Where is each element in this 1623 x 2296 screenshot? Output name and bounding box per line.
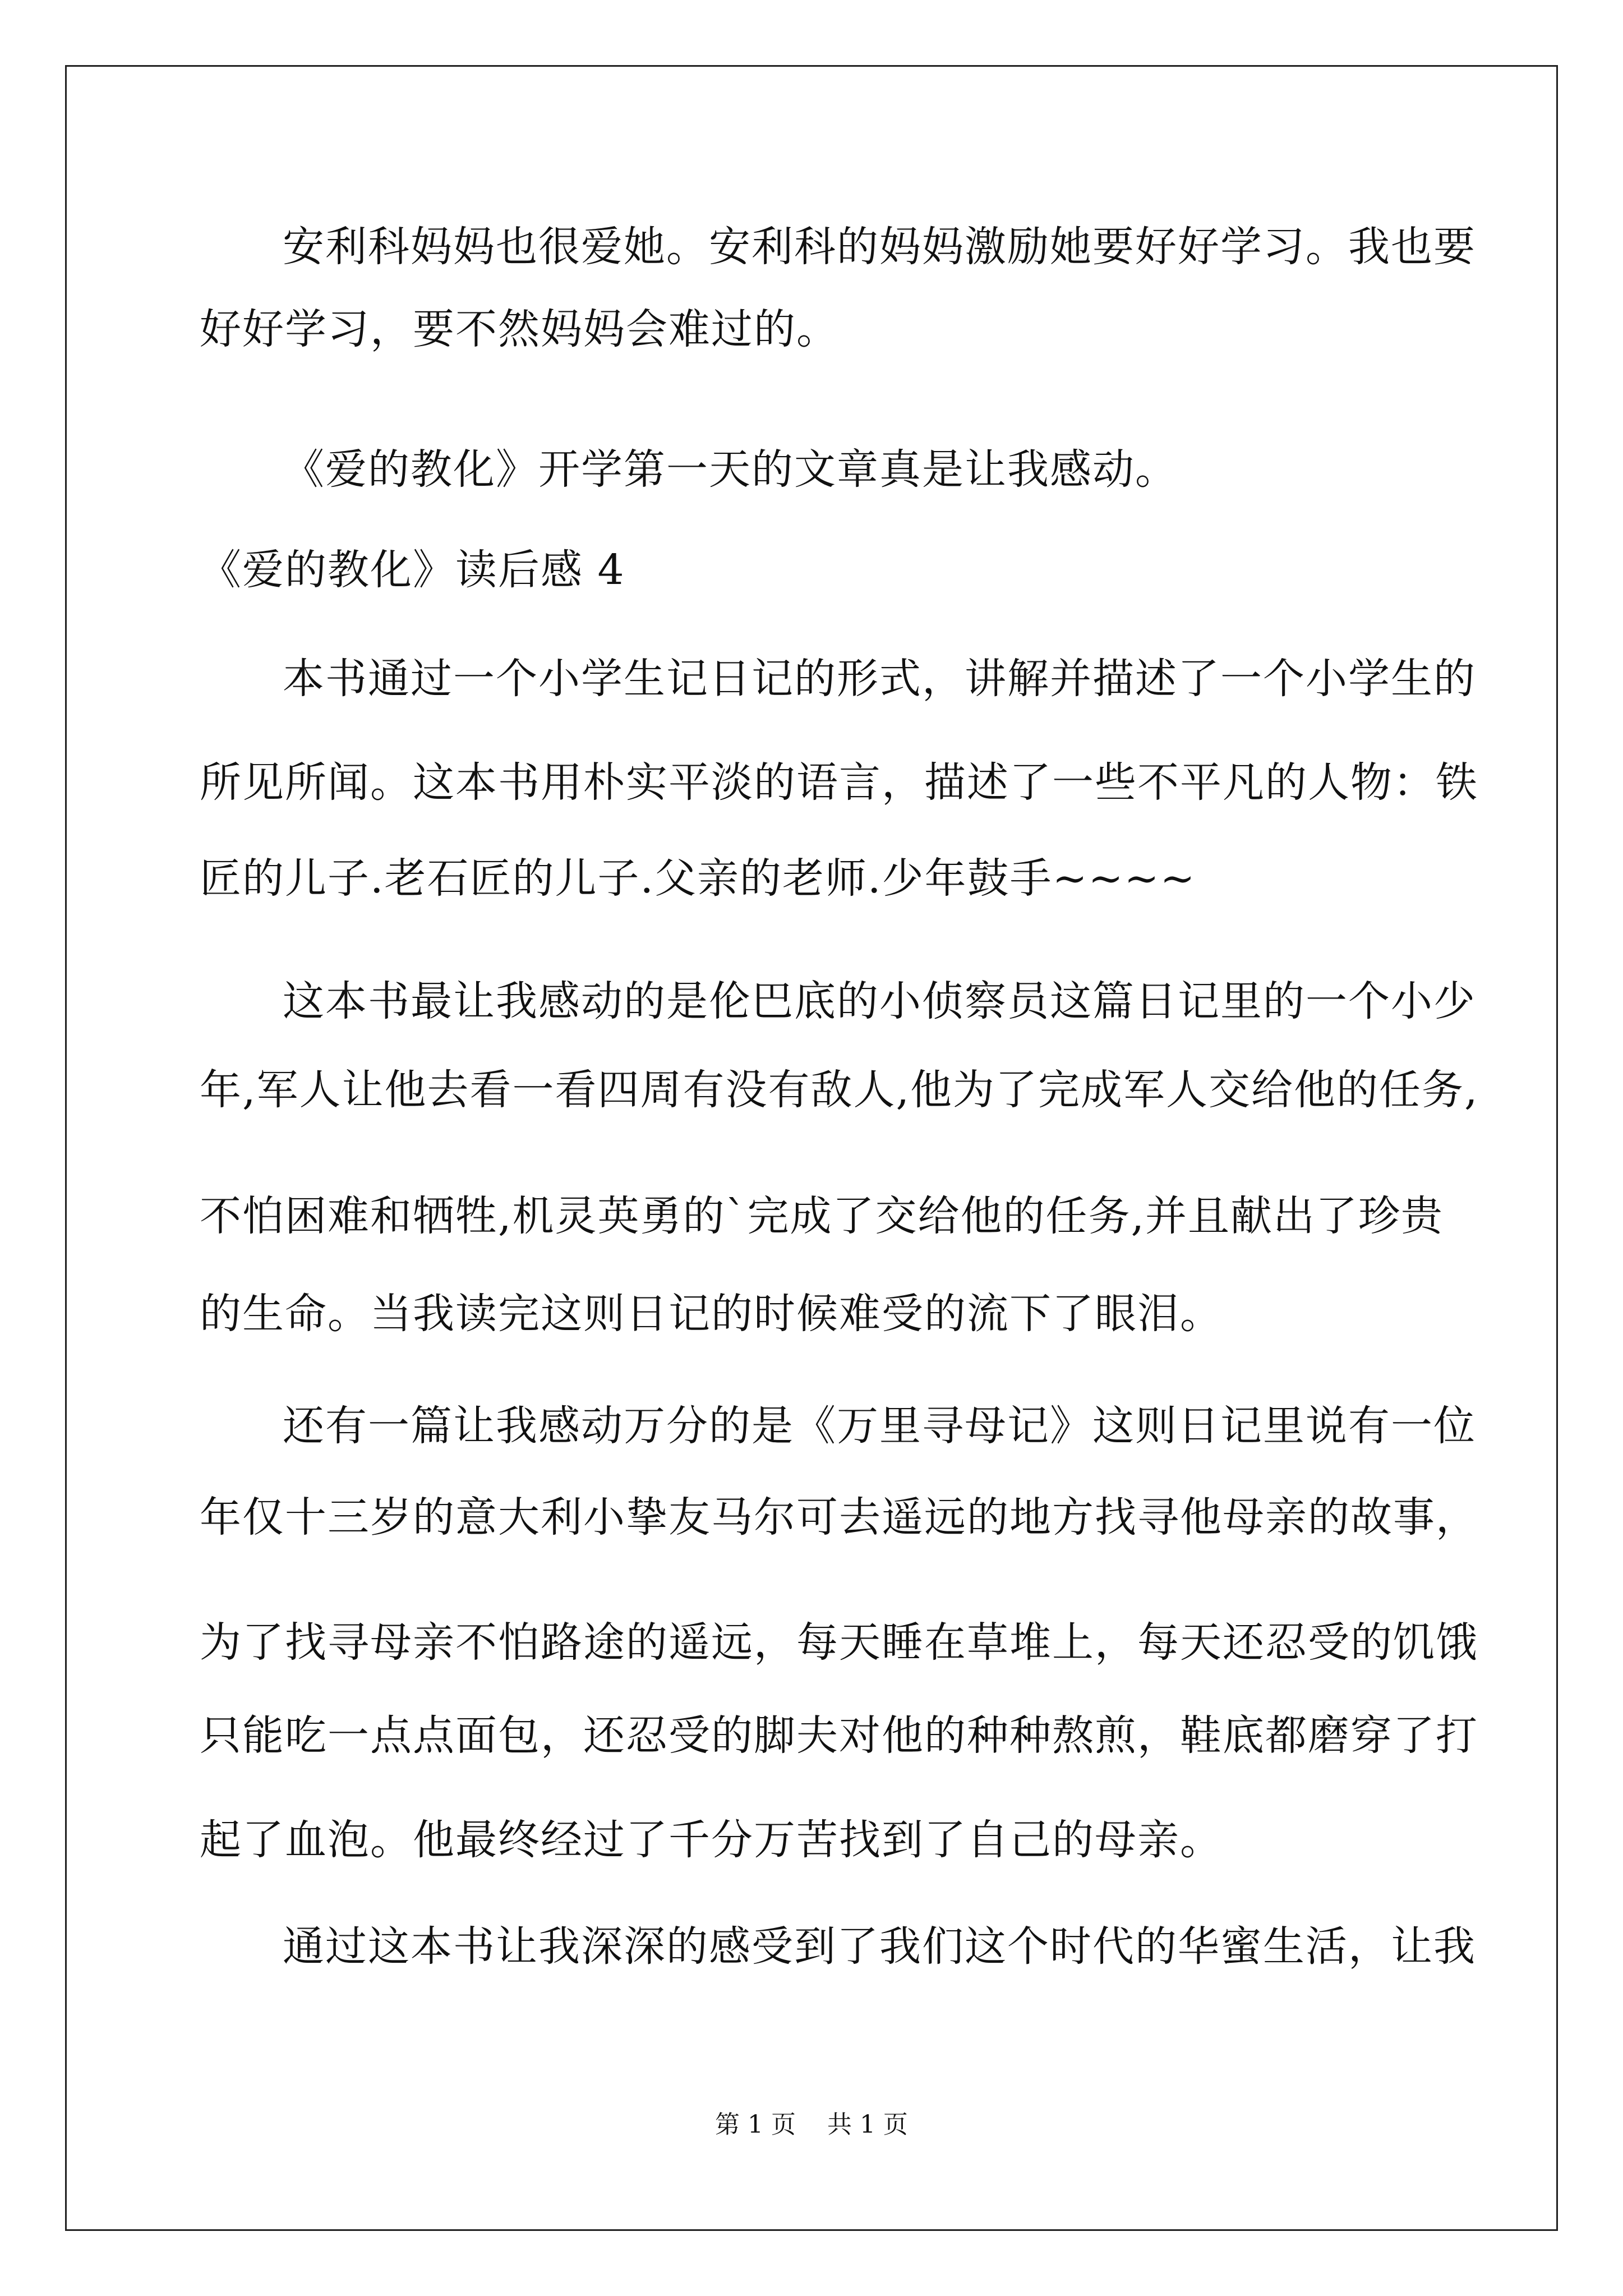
paragraph-line: 这本书最让我感动的是伦巴底的小侦察员这篇日记里的一个小少 — [283, 977, 1476, 1025]
paragraph-line: 的生命。当我读完这则日记的时候难受的流下了眼泪。 — [200, 1290, 1223, 1338]
paragraph-line: 只能吃一点点面包，还忍受的脚夫对他的种种熬煎，鞋底都磨穿了打 — [200, 1711, 1478, 1760]
paragraph-line: 匠的儿子.老石匠的儿子.父亲的老师.少年鼓手~~~~ — [200, 854, 1196, 903]
paragraph-line: 所见所闻。这本书用朴实平淡的语言，描述了一些不平凡的人物：铁 — [200, 758, 1478, 807]
paragraph-line: 本书通过一个小学生记日记的形式，讲解并描述了一个小学生的 — [283, 655, 1476, 703]
section-heading: 《爱的教化》读后感 4 — [200, 546, 625, 594]
paragraph-line: 安利科妈妈也很爱她。安利科的妈妈激励她要好好学习。我也要 — [283, 223, 1476, 271]
paragraph-line: 《爱的教化》开学第一天的文章真是让我感动。 — [283, 445, 1178, 494]
paragraph-line: 年仅十三岁的意大利小挚友马尔可去遥远的地方找寻他母亲的故事， — [200, 1493, 1478, 1542]
paragraph-line: 不怕困难和牺牲,机灵英勇的`完成了交给他的任务,并且献出了珍贵 — [200, 1192, 1444, 1240]
paragraph-line: 年,军人让他去看一看四周有没有敌人,他为了完成军人交给他的任务, — [200, 1066, 1479, 1114]
paragraph-line: 起了血泡。他最终经过了千分万苦找到了自己的母亲。 — [200, 1816, 1223, 1864]
page-footer: 第 1 页 共 1 页 — [715, 2110, 908, 2139]
page-border — [65, 65, 1558, 2231]
paragraph-line: 还有一篇让我感动万分的是《万里寻母记》这则日记里说有一位 — [283, 1402, 1476, 1450]
paragraph-line: 为了找寻母亲不怕路途的遥远，每天睡在草堆上，每天还忍受的饥饿 — [200, 1618, 1478, 1667]
paragraph-line: 好好学习，要不然妈妈会难过的。 — [200, 305, 839, 353]
paragraph-line: 通过这本书让我深深的感受到了我们这个时代的华蜜生活，让我 — [283, 1922, 1476, 1971]
